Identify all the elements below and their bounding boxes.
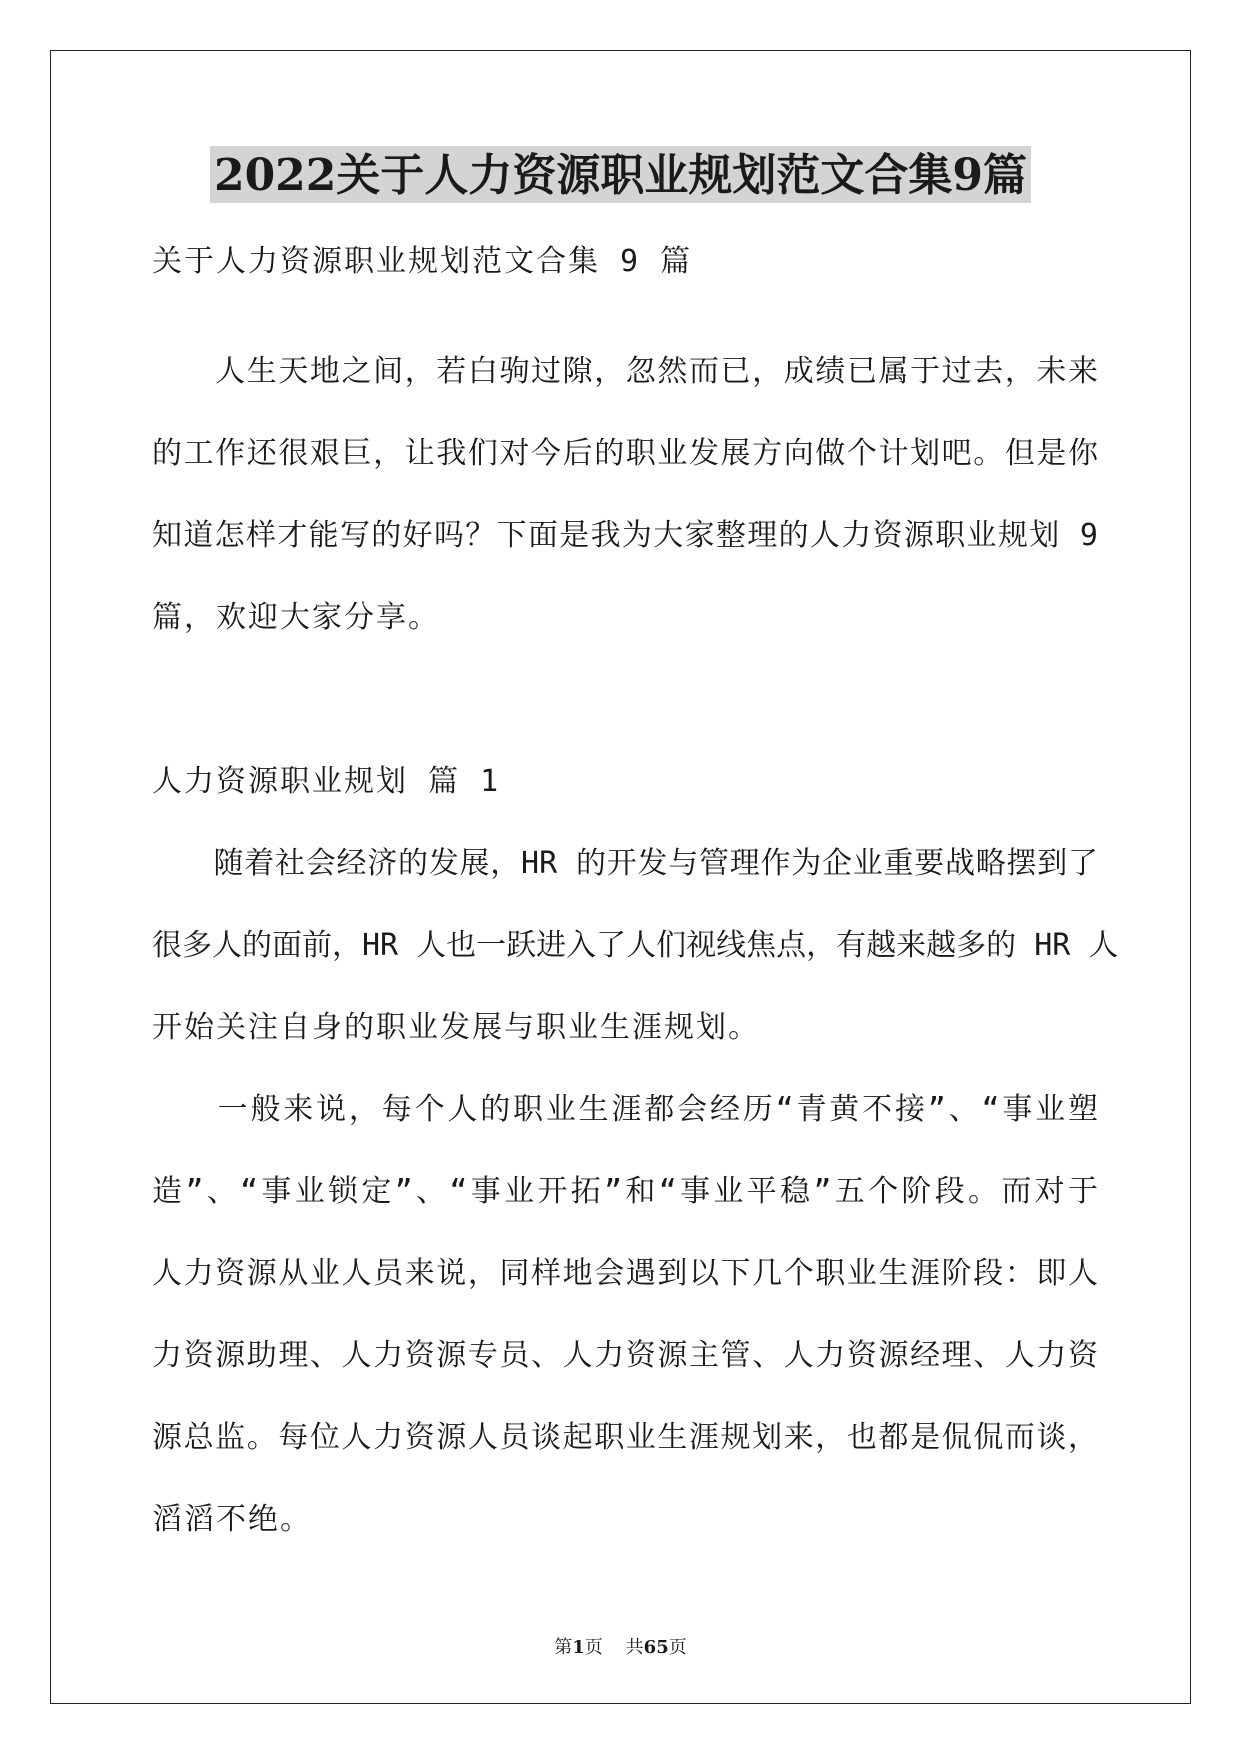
paragraph-line: 开始关注自身的职业发展与职业生涯规划。 [152, 1010, 760, 1045]
title-highlight: 2022关于人力资源职业规划范文合集9篇 [210, 146, 1031, 203]
page-footer [0, 1633, 1241, 1659]
paragraph-line: 很多人的面前，HR 人也一跃进入了人们视线焦点，有越来越多的 HR 人 [152, 928, 1119, 963]
total-pages: 65 [643, 1637, 669, 1658]
intro-line: 人生天地之间，若白驹过隙，忽然而已，成绩已属于过去，未来 [152, 354, 1098, 389]
paragraph-line: 造”、“事业锁定”、“事业开拓”和“事业平稳”五个阶段。而对于 [152, 1174, 1098, 1209]
paragraph-line: 滔滔不绝。 [152, 1502, 312, 1537]
document-title [0, 150, 1241, 203]
page-suffix: 页 [584, 1637, 603, 1658]
paragraph-line: 源总监。每位人力资源人员谈起职业生涯规划来，也都是侃侃而谈， [152, 1420, 1098, 1455]
intro-line: 篇，欢迎大家分享。 [152, 600, 440, 635]
total-suffix: 页 [668, 1637, 687, 1658]
section-heading: 人力资源职业规划 篇 1 [152, 764, 501, 799]
intro-line: 知道怎样才能写的好吗？下面是我为大家整理的人力资源职业规划 9 [152, 518, 1098, 553]
total-prefix: 共 [625, 1637, 644, 1658]
intro-line: 的工作还很艰巨，让我们对今后的职业发展方向做个计划吧。但是你 [152, 436, 1098, 471]
page-number: 1 [572, 1637, 585, 1658]
page-prefix: 第 [554, 1637, 573, 1658]
paragraph-line: 人力资源从业人员来说，同样地会遇到以下几个职业生涯阶段：即人 [152, 1256, 1098, 1291]
paragraph-line: 力资源助理、人力资源专员、人力资源主管、人力资源经理、人力资 [152, 1338, 1098, 1373]
paragraph-line: 随着社会经济的发展，HR 的开发与管理作为企业重要战略摆到了 [152, 846, 1098, 881]
paragraph-line: 一般来说，每个人的职业生涯都会经历“青黄不接”、“事业塑 [152, 1092, 1098, 1127]
document-subtitle: 关于人力资源职业规划范文合集 9 篇 [152, 244, 693, 279]
